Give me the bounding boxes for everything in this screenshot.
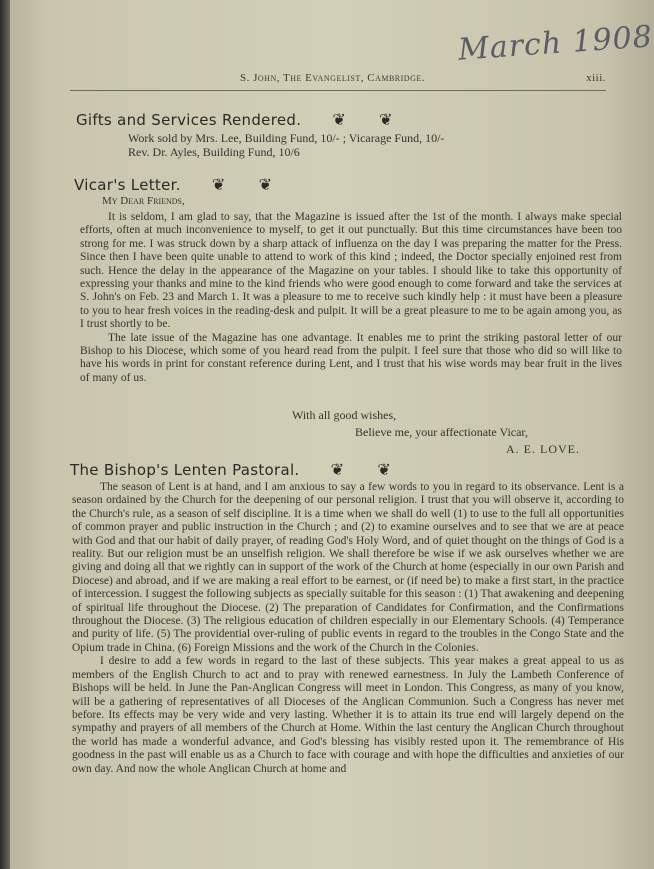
bishop-paragraph-1: The season of Lent is at hand, and I am anxious to say a few words to you in regard to its observance. Lent is a season ordained by the Church for the deepening of our personal religion. I trust that you will observe it, according to the Church's rule, as a season of self discipline. It is a time when we shall do well (1) to use to the full all opportunities of common prayer and public instruction in the Church ; and (2) to examine ourselves and to see that we are at peace with God and that our habit of daily prayer, of reading God's Holy Word, and of quiet thought on the things of God is a reality. But our religion must be an unselfish religion. We shall therefore be wise if we ask ourselves whether we are giving and doing all that we rightly can in support of the work of the Church at home (especially in our own Parish and Diocese) and abroad, and if we are making a real effort to be earnest, or (if need be) to make a first start, in the practice of intercession. I suggest the following subjects as specially suitable for this season : (1) That awakening and deepening of spiritual life throughout the Diocese. (2) The preparation of Candidates for Confirmation, and the Confirmations throughout the Diocese. (3) The religious education of children especially in our Elementary Schools. (4) Temperance and purity of life. (5) The providential over-ruling of public events in regard to the troubles in the Congo State and the Opium trade in China. (6) Foreign Missions and the work of the Church in the Colonies. xyxy=(72,481,624,654)
vicar-signature: A. E. LOVE. xyxy=(506,442,580,456)
vicar-paragraph-2: The late issue of the Magazine has one advantage. It enables me to print the striking pastoral letter of our Bishop to his Diocese, which some of you heard read from the pulpit. I feel sure that those who did so will like to have his words in print for constant reference during Lent, and I trust that his wise words may bear fruit in the lives of many of us. xyxy=(80,331,622,384)
vicar-salutation: My Dear Friends, xyxy=(102,195,185,207)
gifts-line-1: Work sold by Mrs. Lee, Building Fund, 10/- ; Vicarage Fund, 10/- xyxy=(128,131,445,145)
bishop-heading: The Bishop's Lenten Pastoral. xyxy=(70,461,300,479)
gifts-heading: Gifts and Services Rendered. xyxy=(76,111,302,129)
bishop-pastoral-body xyxy=(72,481,624,776)
vicar-closing-1: With all good wishes, xyxy=(292,408,397,422)
gifts-heading-row xyxy=(76,110,393,129)
fleuron-icon: ❦ xyxy=(330,460,345,479)
header-rule xyxy=(70,90,606,91)
fleuron-icon: ❦ xyxy=(332,110,347,129)
handwritten-date: March 1908 xyxy=(457,19,654,68)
header-title: S. John, The Evangelist, Cambridge. xyxy=(240,72,425,84)
book-spine xyxy=(0,0,10,869)
vicar-paragraph-1: It is seldom, I am glad to say, that the Magazine is issued after the 1st of the month. I always make special efforts, often at much inconvenience to myself, to get it out punctually. But this time circumstances have been too strong for me. I was struck down by a sharp attack of influenza on the day I was preparing the matter for the Press. Since then I have been quite unable to attend to work of this kind ; indeed, the Doctor specially enjoined rest from such. Hence the delay in the appearance of the Magazine on your tables. I should like to take this opportunity of expressing your thanks and mine to the kind friends who were good enough to come forward and take the services at S. John's on Feb. 23 and March 1. It was a pleasure to me to receive such kindly help : it must have been a pleasure to you to hear fresh voices in the reading-desk and pulpit. It will be a great pleasure to me to be again among you, as I trust shortly to be. xyxy=(80,211,622,331)
vicar-heading: Vicar's Letter. xyxy=(74,176,181,194)
fleuron-icon: ❦ xyxy=(377,460,392,479)
page-number: xiii. xyxy=(586,72,606,84)
bishop-heading-row xyxy=(70,460,391,479)
vicar-letter-body xyxy=(80,211,622,385)
fleuron-icon: ❦ xyxy=(211,175,226,194)
bishop-paragraph-2: I desire to add a few words in regard to the last of these subjects. This year makes a great appeal to us as members of the English Church to act and to pray with renewed earnestness. In July the Lambeth Conference of Bishops will be held. In June the Pan-Anglican Congress will meet in London. This Congress, as many of you know, will be a gathering of representatives of all Dioceses of the Anglican Communion. Such a Congress has never met before. Its effects may be very wide and very lasting. Whether it is to attain its true end will largely depend on the sympathy and prayers of all members of the Church at Home. Within the last century the Anglican Church throughout the world has made a wonderful advance, and God's blessing has visibly rested upon it. The remembrance of His goodness in the past will enable us as a Church to face with courage and with hope the difficulties and anxieties of our own day. And now the whole Anglican Church at home and xyxy=(72,655,624,775)
gifts-line-2: Rev. Dr. Ayles, Building Fund, 10/6 xyxy=(128,145,300,159)
fleuron-icon: ❦ xyxy=(258,175,273,194)
vicar-heading-row xyxy=(74,175,272,194)
vicar-closing-2: Believe me, your affectionate Vicar, xyxy=(355,425,528,439)
magazine-page xyxy=(10,0,654,869)
fleuron-icon: ❦ xyxy=(379,110,393,129)
